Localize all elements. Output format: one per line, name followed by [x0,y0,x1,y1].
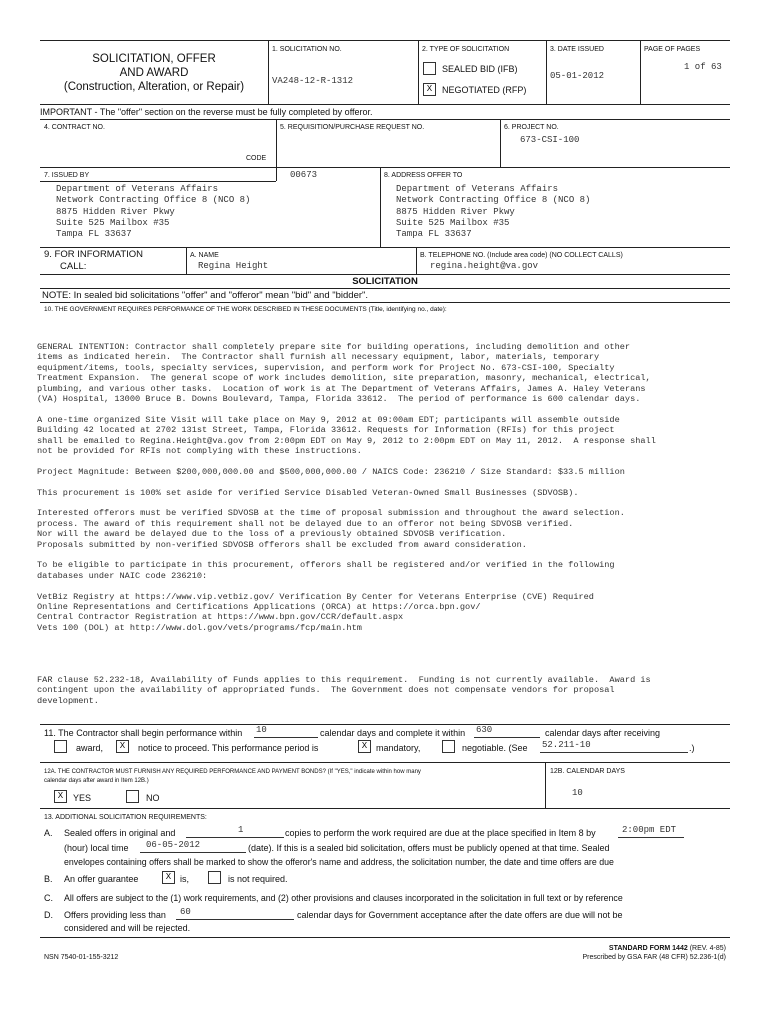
solicitation-no: VA248-12-R-1312 [272,76,354,86]
negotiable-label: negotiable. (See [462,743,528,753]
guarantee-is-checkbox[interactable]: X [162,871,175,884]
notice-to-proceed-label: notice to proceed. This performance period is [138,743,319,753]
project-no-label: 6. PROJECT NO. [504,124,559,131]
bonds-yes-checkbox[interactable]: X [54,790,67,803]
item11-close: .) [689,743,695,753]
description-line: plumbing, and various other tasks. Location of work is at The Department of Veterans Affairs, James A. Haley Veterans [37,383,646,394]
item13-a-text2: copies to perform the work required are due at the place specified in Item 8 by [285,828,596,838]
prescribed-by: Prescribed by GSA FAR (48 CFR) 52.236-1(d) [582,954,726,961]
telephone-value: regina.height@va.gov [430,261,539,271]
description-line [37,550,656,560]
description-line [37,633,656,643]
form-title-line2: AND AWARD [119,67,189,79]
item13-a-text3: (hour) local time [64,843,129,853]
item13-d-text3: considered and will be rejected. [64,923,191,933]
description-line: Proposals submitted by non-verified SDVOSB offerors shall be excluded from award consideration. [37,539,527,550]
item10-label: 10. THE GOVERNMENT REQUIRES PERFORMANCE OF THE WORK DESCRIBED IN THESE DOCUMENTS (Title, identifying no., date): [44,306,447,313]
date-issued-label: 3. DATE ISSUED [550,46,604,53]
description-line: To be eligible to participate in this procurement, offerors shall be registered and/or verified in the following [37,560,615,571]
description-line: This procurement is 100% set aside for verified Service Disabled Veteran-Owned Small Businesses (SDVOSB). [37,487,579,498]
description-line: items as indicated herein. The Contractor shall furnish all necessary equipment, labor, materials, temporary [37,352,600,363]
date-issued: 05-01-2012 [550,71,605,81]
contact-name: Regina Height [198,261,269,271]
due-time: 2:00pm EDT [622,825,677,835]
description-line: Project Magnitude: Between $200,000,000.00 and $500,000,000.00 / NAICS Code: 236210 / Size Standard: $33.5 million [37,466,625,477]
item11-text-b: calendar days and complete it within [320,728,466,738]
description-line: FAR clause 52.232-18, Availability of Funds applies to this requirement. Funding is not currently available. Award is [37,674,651,685]
item13-b-text1: An offer guarantee [64,874,139,884]
item13-c-letter: C. [44,893,53,903]
item13-label: 13. ADDITIONAL SOLICITATION REQUIREMENTS: [44,814,207,821]
requisition-label: 5. REQUISITION/PURCHASE REQUEST NO. [280,124,425,131]
description-line: shall be emailed to Regina.Height@va.gov from 2:00pm EDT on May 9, 2012 to 2:00pm EDT on May 11, 2012. A response shall [37,435,656,446]
item13-d-letter: D. [44,910,53,920]
sealed-bid-label: SEALED BID (IFB) [442,64,518,74]
due-date: 06-05-2012 [146,840,201,850]
item13-a-text4: (date). If this is a sealed bid solicitation, offers must be publicly opened at that time. Sealed [248,843,610,853]
description-line [37,404,656,414]
notice-to-proceed-checkbox[interactable]: X [116,740,129,753]
complete-days: 630 [476,725,493,735]
description-line: VetBiz Registry at https://www.vip.vetbiz.gov/ Verification By Center for Veterans Enterprise (CVE) Required [37,591,594,602]
item13-a-letter: A. [44,828,53,838]
sealed-bid-note: NOTE: In sealed bid solicitations "offer" and "offeror" mean "bid" and "bidder". [42,290,369,301]
copies-value: 1 [238,825,244,835]
award-checkbox[interactable] [54,740,67,753]
description-line: Interested offerors must be verified SDVOSB at the time of proposal submission and throughout the award selection. [37,508,625,519]
item13-b-letter: B. [44,874,53,884]
description-line [37,654,656,664]
description-line [37,664,656,674]
info-call-label [44,249,143,273]
item11-text-a: 11. The Contractor shall begin performance within [44,728,243,738]
item12a-label-2: calendar days after award in Item 12B.) [44,778,149,784]
solicitation-type-label: 2. TYPE OF SOLICITATION [422,46,510,53]
nsn-number: NSN 7540-01-155-3212 [44,954,119,961]
item13-d-text2: calendar days for Government acceptance after the date offers are due will not be [297,910,623,920]
description-line [37,644,656,654]
issued-by-code: 00673 [290,170,318,180]
description-line: A one-time organized Site Visit will take place on May 9, 2012 at 09:00am EDT; participants will assemble outside [37,414,620,425]
issued-by-address: Department of Veterans Affairs Network Contracting Office 8 (NCO 8) 8875 Hidden River Pkwy Suite 525 Mailbox #35 Tampa FL 33637 [56,184,251,240]
guarantee-is-label: is, [180,874,189,884]
begin-days: 10 [256,725,267,735]
description-line: (VA) Hospital, 13000 Bruce B. Downs Boulevard, Tampa, Florida 33612. The period of performance is 600 calendar days. [37,394,641,405]
form-title-line3: (Construction, Alteration, or Repair) [63,81,245,93]
form-title-line1: SOLICITATION, OFFER [92,53,216,65]
description-line: equipment/items, tools, specialty services, supervision, and perform work for Project No. 673-CSI-100, Specialty [37,362,615,373]
solicitation-heading: SOLICITATION [352,276,418,287]
calendar-days-value: 10 [572,788,583,798]
negotiated-label: NEGOTIATED (RFP) [442,85,527,95]
acceptance-days-field[interactable] [176,908,294,920]
acceptance-days: 60 [180,907,191,917]
item12b-label: 12B. CALENDAR DAYS [550,768,625,775]
description-line: Online Representations and Certifications Applications (ORCA) at https://orca.bpn.gov/ [37,602,481,613]
description-line [37,498,656,508]
description-line [37,456,656,466]
address-offer-to: Department of Veterans Affairs Network Contracting Office 8 (NCO 8) 8875 Hidden River Pkwy Suite 525 Mailbox #35 Tampa FL 33637 [396,184,591,240]
award-label: award, [76,743,104,753]
bonds-no-checkbox[interactable] [126,790,139,803]
negotiable-checkbox[interactable] [442,740,455,753]
pages-value: 1 of 63 [684,62,722,72]
info-call-line1: 9. FOR INFORMATION [44,249,144,260]
address-offer-label: 8. ADDRESS OFFER TO [384,172,463,179]
guarantee-isnot-checkbox[interactable] [208,871,221,884]
telephone-label: B. TELEPHONE NO. (Include area code) (NO COLLECT CALLS) [420,252,623,259]
description-line: Treatment Expansion. The general scope of work includes demolition, site preparation, masonry, mechanical, electrical, [37,373,651,384]
copies-field[interactable] [186,826,284,838]
important-notice: IMPORTANT - The "offer" section on the reverse must be fully completed by offeror. [40,107,373,117]
work-description [37,342,656,706]
item13-a-text1: Sealed offers in original and [64,828,176,838]
negotiated-checkbox[interactable]: X [423,83,436,96]
contract-no-label: 4. CONTRACT NO. [44,124,105,131]
contact-name-label: A. NAME [190,252,219,259]
form-title [45,52,263,94]
description-line: databases under NAIC code 236210: [37,570,208,581]
mandatory-checkbox[interactable]: X [358,740,371,753]
description-line: contingent upon the availability of appropriated funds. The Government does not compensate vendors for proposal [37,685,615,696]
mandatory-label: mandatory, [376,743,421,753]
bonds-no-label: NO [146,793,160,803]
project-no: 673-CSI-100 [520,135,580,145]
item12a-label: 12A. THE CONTRACTOR MUST FURNISH ANY REQUIRED PERFORMANCE AND PAYMENT BONDS? (If "YES," indicate within how many [44,769,421,775]
description-line: GENERAL INTENTION: Contractor shall completely prepare site for building operations, including demolition and other [37,342,631,352]
description-line: Central Contractor Registration at https://www.bpn.gov/CCR/default.aspx [37,612,404,623]
description-line: Vets 100 (DOL) at http://www.dol.gov/vets/programs/fcp/main.htm [37,622,362,633]
solicitation-no-label: 1. SOLICITATION NO. [272,46,342,53]
issued-by-label: 7. ISSUED BY [44,172,90,179]
sealed-bid-checkbox[interactable] [423,62,436,75]
bonds-yes-label: YES [73,793,92,803]
form-name: STANDARD FORM 1442 [608,945,688,952]
pages-label: PAGE OF PAGES [644,46,701,53]
guarantee-isnot-label: is not required. [228,874,288,884]
code-label: CODE [246,155,267,162]
info-call-line2: CALL: [60,261,87,272]
description-line [37,477,656,487]
description-line: process. The award of this requirement shall not be delayed due to an offeror not being SDVOSB verified. [37,518,574,529]
form-id [480,944,726,962]
item11-text-c: calendar days after receiving [545,728,661,738]
item13-a-text5: envelopes containing offers shall be marked to show the offeror's name and address, the solicitation number, the date and time offers are due [64,857,614,867]
item13-d-text1: Offers providing less than [64,910,166,920]
description-line [37,581,656,591]
item13-c-text: All offers are subject to the (1) work requirements, and (2) other provisions and clauses incorporated in the solicitation in full text or by reference [64,893,623,903]
see-reference: 52.211-10 [542,740,591,750]
description-line: Building 42 located at 2702 131st Street, Tampa, Florida 33612. Requests for Information (RFIs) for this project [37,425,615,436]
description-line: Nor will the award be delayed due to the loss of a previously obtained SDVOSB verification. [37,529,507,540]
description-line: not be provided for RFIs not complying with these instructions. [37,446,362,457]
form-rev: (REV. 4-85) [689,945,726,952]
description-line: development. [37,695,99,706]
